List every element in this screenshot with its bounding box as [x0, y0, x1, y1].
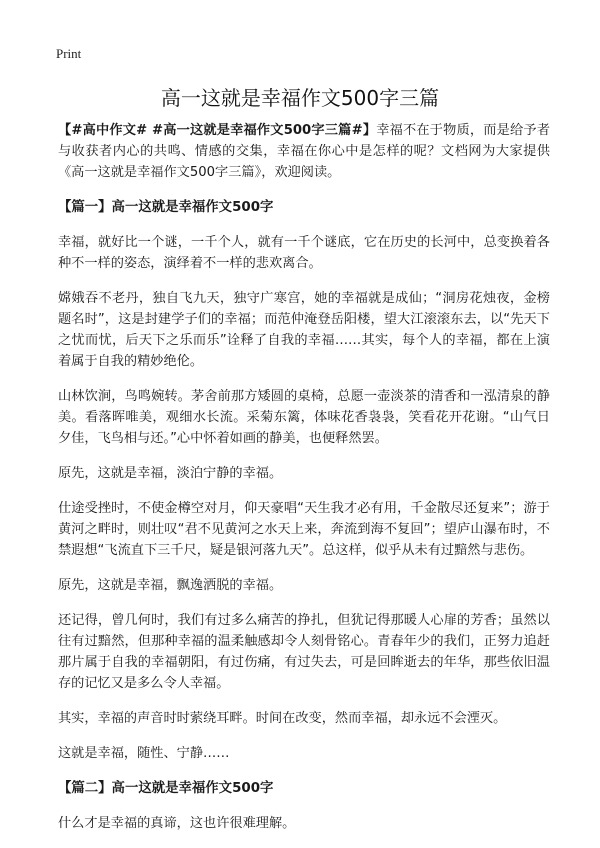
page-title: 高一这就是幸福作文500字三篇: [160, 86, 440, 110]
section1-paragraph: 嫦娥吞不老丹，独自飞九天，独守广寒宫，她的幸福就是成仙；“洞房花烛夜，金榜题名时”，这是封建学子们的幸福；而范仲淹登岳阳楼，望大江滚滚东去，以“先天下之忧而忧，后天下之乐而乐”诠释了自我的幸福……其实，每个人的幸福，都在上演着属于自我的精妙绝伦。: [58, 291, 550, 369]
section1-heading: 【篇一】高一这就是幸福作文500字: [58, 200, 274, 215]
intro-text: 幸福不在于物质，而是给予者与收获者内心的共鸣、情感的交集，幸福在你心中是怎样的呢？文档网为大家提供《高一这就是幸福作文500字三篇》，欢迎阅读。: [58, 123, 550, 180]
section1-paragraph: 仕途受挫时，不使金樽空对月，仰天豪唱“天生我才必有用，千金散尽还复来”；游于黄河之畔时，则壮叹“君不见黄河之水天上来，奔流到海不复回”；望庐山瀑布时，不禁遐想“飞流直下三千尺，疑是银河落九天”。总这样，似乎从未有过黯然与悲伤。: [58, 501, 550, 558]
section1-paragraph: 原先，这就是幸福，飘逸洒脱的幸福。: [58, 578, 283, 593]
section1-paragraph: 幸福，就好比一个谜，一千个人，就有一千个谜底，它在历史的长河中，总变换着各种不一样的姿态，演绎着不一样的悲欢离合。: [58, 235, 550, 271]
section1-paragraph: 原先，这就是幸福，淡泊宁静的幸福。: [58, 466, 283, 481]
section2-heading: 【篇二】高一这就是幸福作文500字: [58, 781, 274, 796]
section1-paragraph: 这就是幸福，随性、宁静……: [58, 746, 230, 761]
section1-paragraph: 其实，幸福的声音时时萦绕耳畔。时间在改变，然而幸福，却永远不会湮灭。: [58, 711, 507, 726]
section1-paragraph: 山林饮涧，鸟鸣婉转。茅舍前那方矮圆的桌椅，总愿一壶淡茶的清香和一泓清泉的静美。看落晖唯美，观细水长流。采菊东篱，体味花香袅袅，笑看花开花谢。“山气日夕佳，飞鸟相与还。”心中怀着如画的静美，也便释然罢。: [58, 389, 550, 446]
print-label[interactable]: Print: [56, 46, 82, 61]
section1-paragraph: 还记得，曾几何时，我们有过多么痛苦的挣扎，但犹记得那暖人心扉的芳香；虽然以往有过黯然，但那种幸福的温柔触感却令人刻骨铭心。青春年少的我们，正努力追赶那片属于自我的幸福朝阳，有过伤痛，有过失去，可是回眸逝去的年华，那些依旧温存的记忆又是多么令人幸福。: [58, 613, 550, 691]
intro-tag: 【#高中作文# #高一这就是幸福作文500字三篇#】: [58, 123, 377, 138]
article-body: [58, 120, 550, 848]
section2-paragraph: 什么才是幸福的真谛，这也许很难理解。: [58, 816, 296, 831]
intro-paragraph: [58, 120, 550, 183]
